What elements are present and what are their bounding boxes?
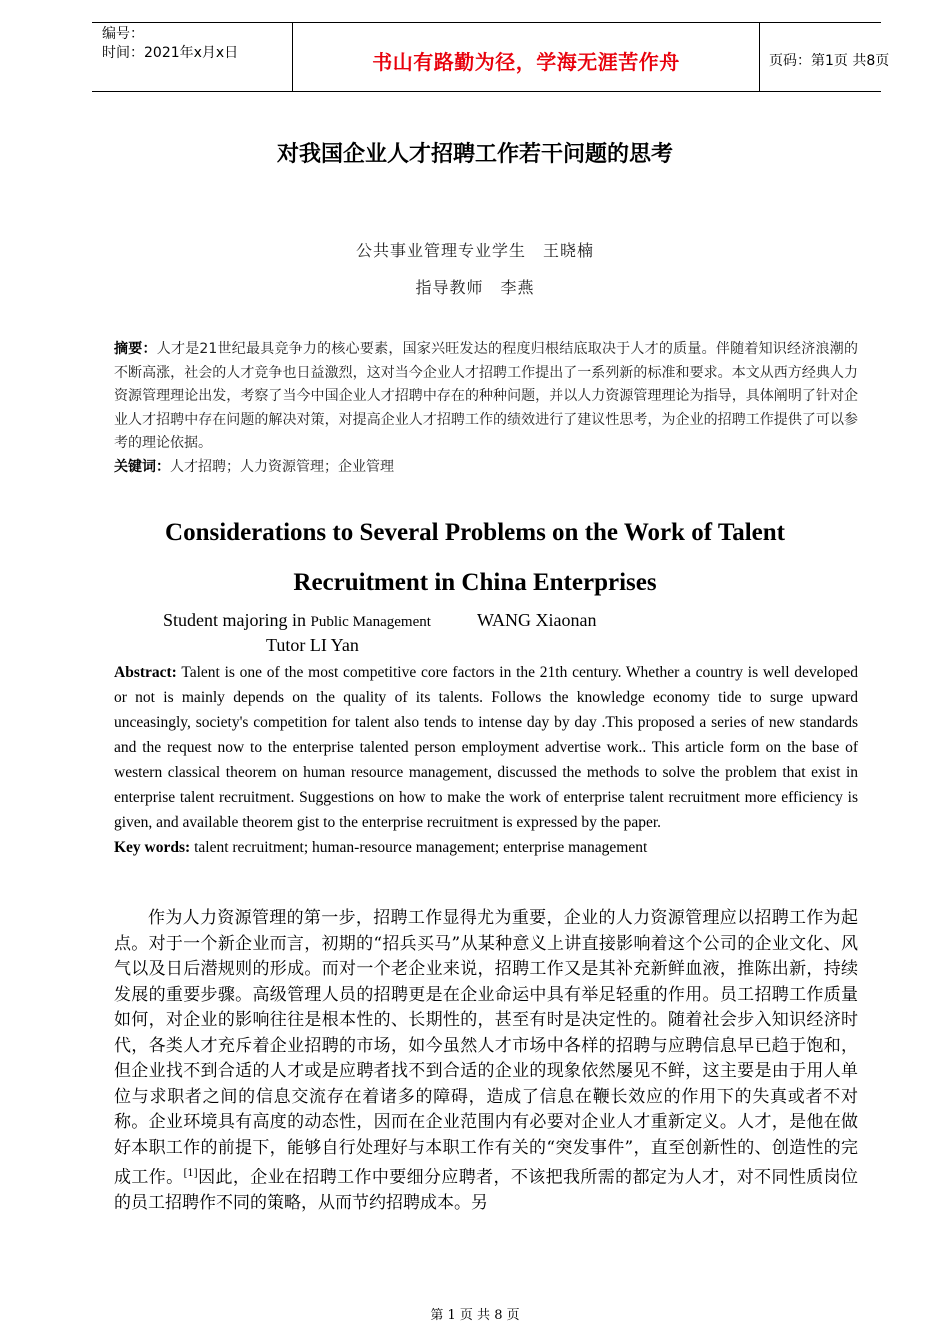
keywords-text-zh: 人才招聘；人力资源管理；企业管理 <box>170 458 394 475</box>
student-major: Public Management <box>310 614 431 630</box>
keywords-label-zh: 关键词： <box>114 458 170 475</box>
header-page-cell <box>759 23 890 91</box>
body-paragraph <box>114 906 858 1217</box>
english-student-line <box>163 610 431 631</box>
abstract-label-en: Abstract: <box>114 664 177 681</box>
body-text-part2: 因此，企业在招聘工作中要细分应聘者，不该把我所需的都定为人才，对不同性质岗位的员工招聘作不同的策略，从而节约招聘成本。另 <box>114 1167 859 1214</box>
english-title-line1: Considerations to Several Problems on the Work of Talent <box>165 519 785 546</box>
abstract-text-zh: 人才是21世纪最具竞争力的核心要素，国家兴旺发达的程度归根结底取决于人才的质量。伴随着知识经济浪潮的不断高涨，社会的人才竞争也日益激烈，这对当今企业人才招聘工作提出了一系列新的标准和要求。本文从西方经典人力资源管理理论出发，考察了当今中国企业人才招聘中存在的种种问题，并以人力资源管理理论为指导，具体阐明了针对企业人才招聘中存在问题的解决对策，对提高企业人才招聘工作的绩效进行了建议性思考，为企业的招聘工作提供了可以参考的理论依据。 <box>114 341 859 451</box>
keywords-label-en: Key words: <box>114 839 191 856</box>
header-motto-cell <box>292 23 760 91</box>
chinese-title: 对我国企业人才招聘工作若干问题的思考 <box>276 142 673 167</box>
abstract-text-en: Talent is one of the most competitive core factors in the 21th century. Whether a country is well developed or not is mainly depends on the quality of its talents. Follows the knowledge economy tide to surge upward unceasingly, society's competition for talent also tends to intense day by day .This proposed a series of new standards and the request now to the enterprise talented person employment advertise work.. This article form on the base of western classical theorem on human resource management, discussed the methods to solve the problem that exist in enterprise talent recruitment. Suggestions on how to make the work of enterprise talent recruitment more efficiency is given, and available theorem gist to the enterprise recruitment is expressed by the paper. <box>114 664 858 831</box>
student-prefix: Student majoring in <box>163 610 311 630</box>
body-text-part1: 作为人力资源管理的第一步，招聘工作显得尤为重要，企业的人力资源管理应以招聘工作为起点。对于一个新企业而言，初期的“招兵买马”从某种意义上讲直接影响着这个公司的企业文化、风气以及日后潜规则的形成。而对一个老企业来说，招聘工作又是其补充新鲜血液，推陈出新，持续发展的重要步骤。高级管理人员的招聘更是在企业命运中具有举足轻重的作用。员工招聘工作质量如何，对企业的影响往往是根本性的、长期性的，甚至有时是决定性的。随着社会步入知识经济时代，各类人才充斥着企业招聘的市场，如今虽然人才市场中各样的招聘与应聘信息早已趋于饱和，但企业找不到合适的人才或是应聘者找不到合适的企业的现象依然屡见不鲜，这主要是由于用人单位与求职者之间的信息交流存在着诸多的障碍，造成了信息在鞭长效应的作用下的失真或者不对称。企业环境具有高度的动态性，因而在企业范围内有必要对企业人才重新定义。人才，是他在做好本职工作的前提下，能够自行处理好与本职工作有关的“突发事件”，直至创新性的、创造性的完成工作。 <box>114 908 858 1188</box>
english-abstract <box>114 660 858 860</box>
abstract-label-zh: 摘要： <box>114 341 157 357</box>
english-tutor-line: Tutor LI Yan <box>266 635 359 655</box>
chinese-student-line: 公共事业管理专业学生 王晓楠 <box>355 241 594 260</box>
header-info-cell <box>92 23 292 91</box>
motto-text: 书山有路勤为径，学海无涯苦作舟 <box>372 50 680 74</box>
english-title-line2: Recruitment in China Enterprises <box>293 569 657 596</box>
page-footer: 第 1 页 共 8 页 <box>430 1308 520 1323</box>
chinese-abstract <box>114 338 858 479</box>
number-label: 编号： <box>102 26 144 42</box>
page-number-label: 页码：第1页 共8页 <box>769 53 890 69</box>
time-label: 时间：2021年x月x日 <box>102 45 239 61</box>
citation-ref: [1] <box>183 1168 198 1179</box>
keywords-text-en: talent recruitment; human-resource management; enterprise management <box>190 839 648 856</box>
student-name-en: WANG Xiaonan <box>477 610 597 630</box>
chinese-tutor-line: 指导教师 李燕 <box>415 278 535 297</box>
header-table <box>92 22 890 92</box>
